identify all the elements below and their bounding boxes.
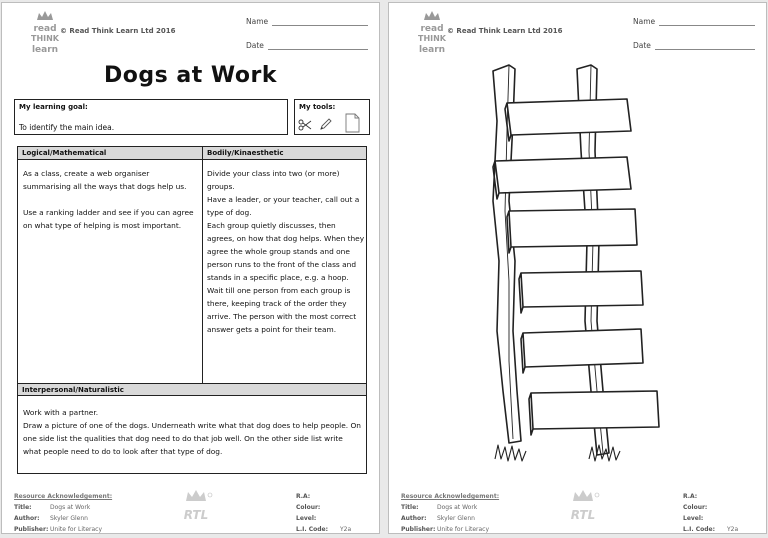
resource-meta bbox=[683, 491, 738, 534]
ladder-page bbox=[388, 2, 767, 534]
bodily-line2: Have a leader, or your teacher, call out a type of dog. bbox=[207, 195, 360, 217]
resource-acknowledgement bbox=[401, 491, 499, 534]
ack-title-label: Title: bbox=[14, 504, 32, 511]
bodily-cell bbox=[207, 167, 365, 336]
svg-text:learn: learn bbox=[418, 45, 446, 55]
lcode-label: L.I. Code: bbox=[683, 526, 715, 533]
learning-goal-label: My learning goal: bbox=[19, 103, 88, 111]
colour-label: Colour: bbox=[683, 504, 708, 511]
crown-icon bbox=[37, 11, 53, 20]
logical-para1: As a class, create a web organiser summarising all the ways that dogs help us. bbox=[23, 169, 187, 191]
worksheet-page bbox=[1, 2, 380, 534]
ra-label: R.A: bbox=[683, 493, 698, 500]
paper-icon bbox=[345, 113, 360, 133]
rtl-logo bbox=[178, 489, 214, 523]
ladder-rungs bbox=[493, 99, 659, 435]
name-field[interactable] bbox=[659, 25, 755, 26]
ack-author-value: Skyler Glenn bbox=[437, 515, 475, 522]
ack-author-label: Author: bbox=[401, 515, 427, 522]
lcode-value: Y2a bbox=[340, 526, 352, 533]
date-label: Date bbox=[633, 41, 651, 50]
svg-text:RTL: RTL bbox=[183, 508, 209, 522]
bodily-heading: Bodily/Kinaesthetic bbox=[202, 147, 366, 160]
name-field[interactable] bbox=[272, 25, 368, 26]
copyright: © Read Think Learn Ltd 2016 bbox=[447, 27, 563, 35]
logical-para2: Use a ranking ladder and see if you can agree on what type of helping is most important. bbox=[23, 208, 194, 230]
ra-label: R.A: bbox=[296, 493, 311, 500]
crown-icon bbox=[424, 11, 440, 20]
bodily-line3: Each group quietly discusses, then agrees, on how that dog helps. When they agree the whole group stands and one person runs to the front of the class and stands in a specific place, e.g. a hoop. Wait till one person from each group is there, keeping track of the order they arrive. The person with the most correct answer gets a point for their team. bbox=[207, 221, 365, 334]
svg-text:read: read bbox=[33, 24, 57, 34]
date-label: Date bbox=[246, 41, 264, 50]
resource-meta bbox=[296, 491, 351, 534]
ack-publisher-value: Unite for Literacy bbox=[437, 526, 490, 533]
rtl-logo bbox=[565, 489, 601, 523]
copyright: © Read Think Learn Ltd 2016 bbox=[60, 27, 176, 35]
ack-author-value: Skyler Glenn bbox=[50, 515, 88, 522]
ack-publisher-label: Publisher: bbox=[14, 526, 49, 533]
read-think-learn-logo bbox=[28, 11, 62, 55]
ladder-illustration bbox=[465, 61, 685, 477]
logical-cell bbox=[23, 167, 199, 245]
level-label: Level: bbox=[683, 515, 704, 522]
learning-goal-text: To identify the main idea. bbox=[19, 123, 115, 132]
activity-grid bbox=[17, 146, 367, 474]
page-title: Dogs at Work bbox=[104, 63, 277, 88]
resource-acknowledgement bbox=[14, 491, 112, 534]
interpersonal-line2: Draw a picture of one of the dogs. Underneath write what that dog does to help people. On one side list the qualities that dog need to do that job well. On the other side list write what people need to do to look after that type of dog. bbox=[23, 421, 361, 456]
ack-publisher-value: Unite for Literacy bbox=[50, 526, 103, 533]
svg-text:THINK: THINK bbox=[30, 34, 60, 43]
date-field[interactable] bbox=[268, 49, 368, 50]
interpersonal-heading: Interpersonal/Naturalistic bbox=[18, 383, 366, 396]
read-think-learn-logo bbox=[415, 11, 449, 55]
learning-goal-box bbox=[14, 99, 288, 135]
tools-label: My tools: bbox=[299, 103, 336, 111]
ack-publisher-label: Publisher: bbox=[401, 526, 436, 533]
pencil-icon bbox=[319, 117, 333, 131]
name-label: Name bbox=[633, 17, 656, 26]
bodily-line1: Divide your class into two (or more) groups. bbox=[207, 169, 340, 191]
ack-title-value: Dogs at Work bbox=[50, 504, 91, 511]
colour-label: Colour: bbox=[296, 504, 321, 511]
date-field[interactable] bbox=[655, 49, 755, 50]
column-divider bbox=[202, 147, 203, 384]
ack-title-label: Title: bbox=[401, 504, 419, 511]
interpersonal-cell bbox=[23, 406, 363, 458]
svg-text:learn: learn bbox=[31, 45, 59, 55]
lcode-value: Y2a bbox=[727, 526, 739, 533]
ack-heading: Resource Acknowledgement: bbox=[401, 493, 500, 500]
crown-icon bbox=[186, 490, 206, 501]
ack-heading: Resource Acknowledgement: bbox=[14, 493, 113, 500]
interpersonal-line1: Work with a partner. bbox=[23, 408, 99, 417]
svg-text:RTL: RTL bbox=[570, 508, 596, 522]
lcode-label: L.I. Code: bbox=[296, 526, 328, 533]
svg-text:read: read bbox=[420, 24, 444, 34]
svg-text:THINK: THINK bbox=[417, 34, 447, 43]
ack-title-value: Dogs at Work bbox=[437, 504, 478, 511]
level-label: Level: bbox=[296, 515, 317, 522]
scissors-icon bbox=[298, 119, 312, 131]
ack-author-label: Author: bbox=[14, 515, 40, 522]
tools-box bbox=[294, 99, 370, 135]
logical-heading: Logical/Mathematical bbox=[18, 147, 202, 160]
name-label: Name bbox=[246, 17, 269, 26]
crown-icon bbox=[573, 490, 593, 501]
